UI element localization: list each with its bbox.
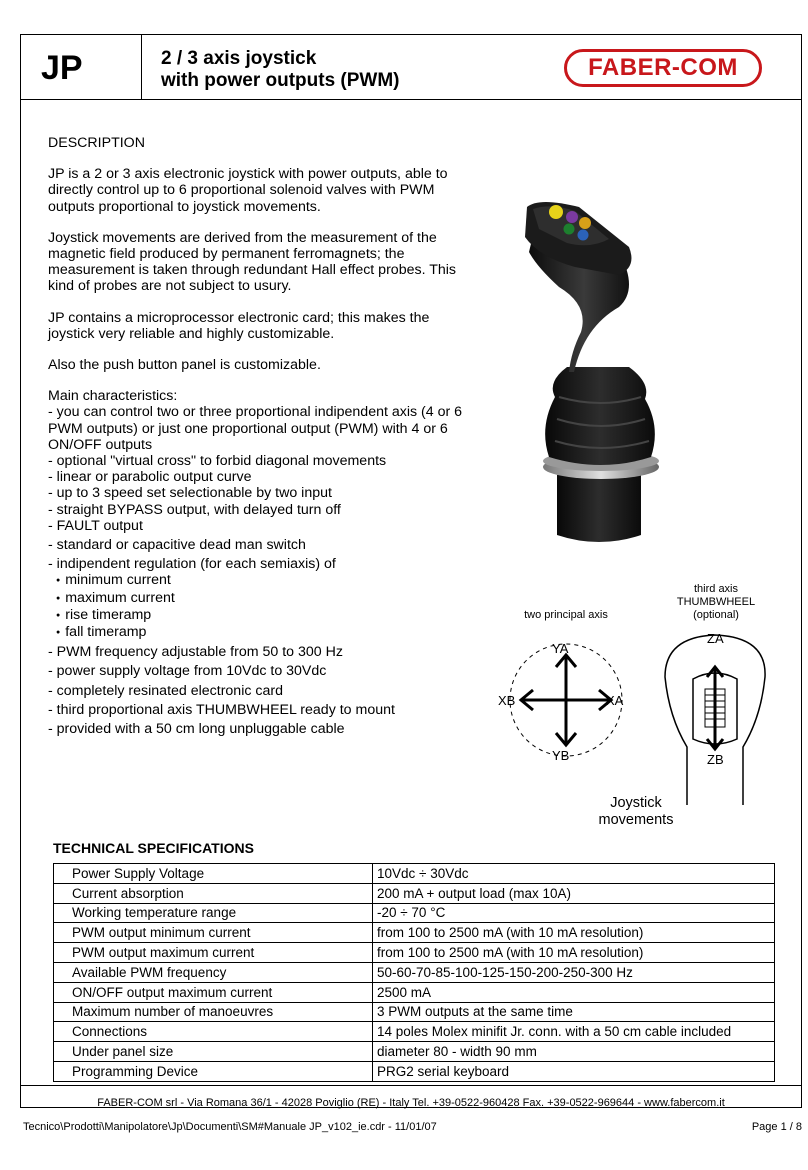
- list-item: - linear or parabolic output curve: [48, 469, 252, 486]
- bullet-item: ● minimum current: [48, 572, 468, 589]
- list-item: - third proportional axis THUMBWHEEL ready to mount: [48, 701, 395, 718]
- product-title: [161, 48, 400, 92]
- list-item: - up to 3 speed set selectionable by two input: [48, 485, 332, 502]
- spec-key: Maximum number of manoeuvres: [54, 1002, 373, 1022]
- third-axis-line-1: third axis: [693, 583, 739, 595]
- title-line-1: 2 / 3 axis joystick: [161, 48, 317, 69]
- description-paragraph: Joystick movements are derived from the measurement of the magnetic field produced by permanent ferromagnets; the measurement is taken through redundant Hall effect probes. This kind of probes are not subject to usury.: [48, 229, 456, 295]
- spec-value: diameter 80 - width 90 mm: [373, 1042, 775, 1062]
- description-paragraph: JP is a 2 or 3 axis electronic joystick with power outputs, able to directly control up to 6 proportional solenoid valves with PWM outputs proportional to joystick movements.: [48, 166, 448, 215]
- spec-key: Under panel size: [54, 1042, 373, 1062]
- spec-key: ON/OFF output maximum current: [54, 982, 373, 1002]
- list-item: - optional "virtual cross" to forbid diagonal movements: [48, 453, 387, 470]
- list-item: - PWM frequency adjustable from 50 to 300 Hz: [48, 644, 343, 661]
- table-row: [54, 1042, 775, 1062]
- spec-value: 2500 mA: [373, 982, 775, 1002]
- table-row: [54, 923, 775, 943]
- axis-label-xb: XB: [498, 693, 516, 708]
- characteristics-list: [48, 388, 468, 737]
- list-item: - indipendent regulation (for each semiaxis) of: [48, 556, 336, 573]
- spec-key: PWM output minimum current: [54, 923, 373, 943]
- caption-line-1: Joystick: [610, 795, 662, 811]
- header-divider: [141, 35, 142, 99]
- principal-axis-label: two principal axis: [524, 609, 608, 621]
- faber-com-logo: FABER-COM: [564, 49, 762, 87]
- spec-value: 50-60-70-85-100-125-150-200-250-300 Hz: [373, 962, 775, 982]
- spec-key: Current absorption: [54, 883, 373, 903]
- list-item: - power supply voltage from 10Vdc to 30Vdc: [48, 663, 327, 680]
- table-row: [54, 883, 775, 903]
- caption-line-2: movements: [598, 812, 674, 828]
- table-row: [54, 962, 775, 982]
- spec-key: Power Supply Voltage: [54, 864, 373, 884]
- spec-value: 200 mA + output load (max 10A): [373, 883, 775, 903]
- product-code: JP: [41, 49, 83, 87]
- spec-key: PWM output maximum current: [54, 943, 373, 963]
- list-item: - you can control two or three proportional indipendent axis (4 or 6 PWM outputs) or just one proportional output (PWM) with 4 or 6 ON/OFF outputs: [48, 404, 463, 453]
- spec-table: [53, 863, 775, 1082]
- table-row: [54, 1061, 775, 1081]
- table-row: [54, 1002, 775, 1022]
- joystick-movements-caption: [566, 795, 706, 829]
- file-path: Tecnico\Prodotti\Manipolatore\Jp\Documenti\SM#Manuale JP_v102_ie.cdr - 11/01/07: [23, 1121, 437, 1133]
- list-item: - completely resinated electronic card: [48, 682, 283, 699]
- axis-label-ya: YA: [552, 641, 569, 656]
- bullet-item: ● fall timeramp: [48, 624, 468, 641]
- table-row: [54, 903, 775, 923]
- header-bottom-rule: [21, 99, 801, 100]
- description-heading: DESCRIPTION: [48, 135, 145, 151]
- list-item: - straight BYPASS output, with delayed turn off: [48, 501, 341, 518]
- spec-key: Connections: [54, 1022, 373, 1042]
- thumbwheel-diagram: [659, 627, 773, 807]
- spec-value: from 100 to 2500 mA (with 10 mA resolution): [373, 923, 775, 943]
- axis-label-za: ZA: [707, 631, 724, 646]
- spec-title: TECHNICAL SPECIFICATIONS: [53, 840, 254, 856]
- title-line-2: with power outputs (PWM): [161, 70, 400, 91]
- table-row: [54, 864, 775, 884]
- axis-label-yb: YB: [552, 748, 570, 763]
- spec-value: 10Vdc ÷ 30Vdc: [373, 864, 775, 884]
- third-axis-line-3: (optional): [693, 609, 739, 621]
- joystick-photo: [479, 157, 779, 567]
- spec-value: from 100 to 2500 mA (with 10 mA resolution): [373, 943, 775, 963]
- spec-key: Working temperature range: [54, 903, 373, 923]
- axis-label-xa: XA: [606, 693, 624, 708]
- spec-value: 3 PWM outputs at the same time: [373, 1002, 775, 1022]
- spec-value: 14 poles Molex minifit Jr. conn. with a 50 cm cable included: [373, 1022, 775, 1042]
- page-frame: [20, 34, 802, 1108]
- table-row: [54, 982, 775, 1002]
- table-row: [54, 943, 775, 963]
- third-axis-label: [661, 583, 771, 622]
- list-item: - standard or capacitive dead man switch: [48, 537, 306, 554]
- axis-label-zb: ZB: [707, 752, 724, 767]
- spec-value: PRG2 serial keyboard: [373, 1061, 775, 1081]
- characteristics-heading: Main characteristics:: [48, 388, 178, 405]
- description-paragraph: JP contains a microprocessor electronic card; this makes the joystick very reliable and highly customizable.: [48, 309, 430, 342]
- footer-rule: [21, 1085, 801, 1086]
- company-footer: FABER-COM srl - Via Romana 36/1 - 42028 Poviglio (RE) - Italy Tel. +39-0522-960428 Fax. +39-0522-969644 - www.fabercom.it: [97, 1097, 725, 1109]
- bullet-item: ● maximum current: [48, 590, 468, 607]
- spec-key: Available PWM frequency: [54, 962, 373, 982]
- spec-value: -20 ÷ 70 °C: [373, 903, 775, 923]
- description-section: [48, 135, 468, 737]
- third-axis-line-2: THUMBWHEEL: [676, 596, 756, 608]
- list-item: - provided with a 50 cm long unpluggable cable: [48, 721, 345, 738]
- page-number: Page 1 / 8: [751, 1121, 802, 1133]
- table-row: [54, 1022, 775, 1042]
- description-paragraph: Also the push button panel is customizable.: [48, 357, 321, 374]
- spec-key: Programming Device: [54, 1061, 373, 1081]
- bullet-item: ● rise timeramp: [48, 607, 468, 624]
- list-item: - FAULT output: [48, 517, 143, 534]
